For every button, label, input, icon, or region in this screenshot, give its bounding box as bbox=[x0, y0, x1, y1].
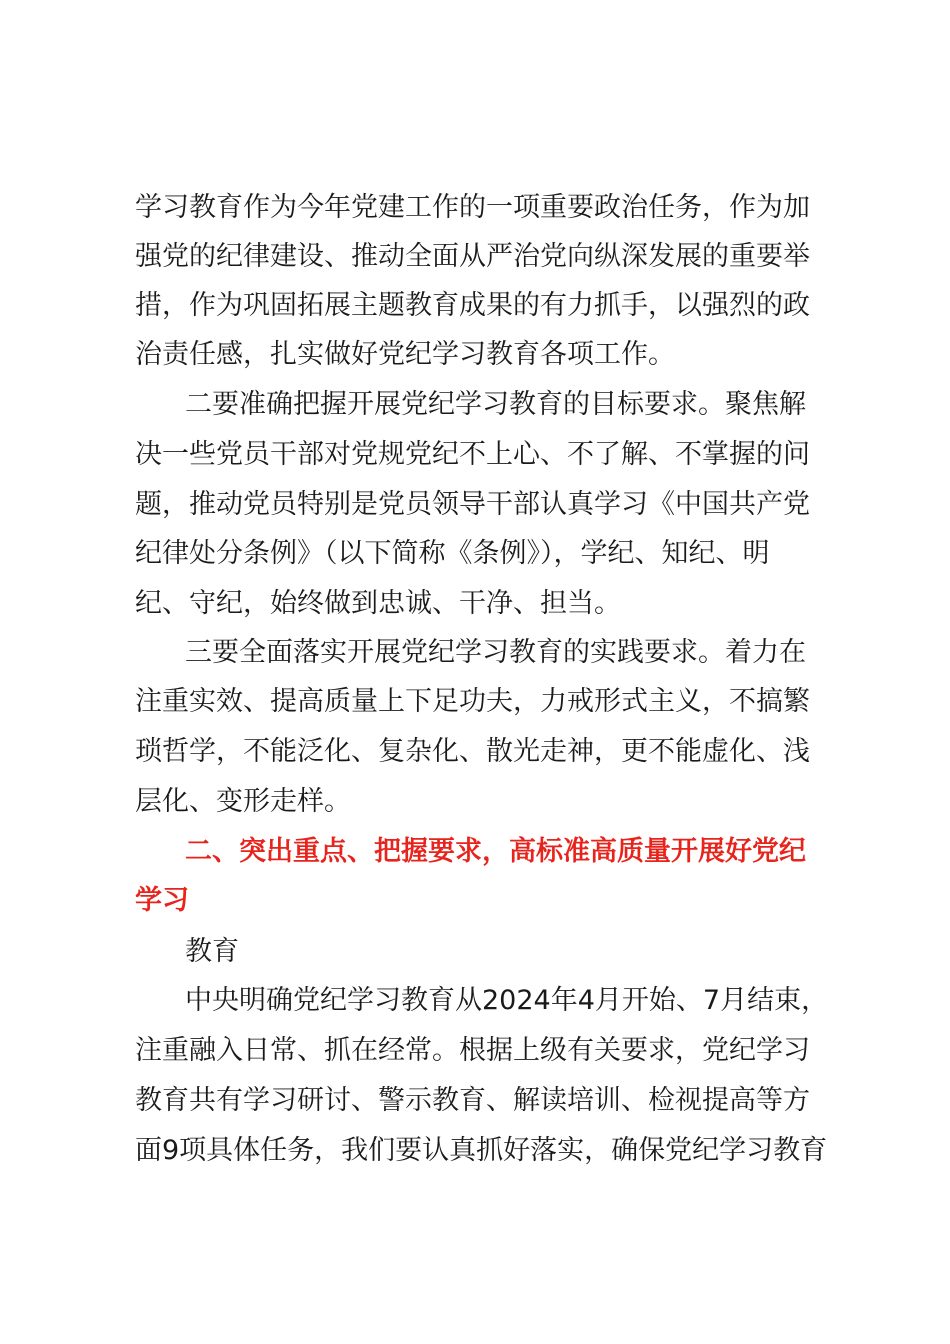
paragraph-line: 决一些党员干部对党规党纪不上心、不了解、不掌握的问 bbox=[135, 439, 810, 470]
section-heading-continued: 学习 bbox=[135, 885, 189, 916]
paragraph-line: 强党的纪律建设、推动全面从严治党向纵深发展的重要举 bbox=[135, 241, 810, 272]
paragraph-line: 纪、守纪，始终做到忠诚、干净、担当。 bbox=[135, 588, 621, 619]
paragraph-line: 教育共有学习研讨、警示教育、解读培训、检视提高等方 bbox=[135, 1085, 810, 1116]
section-heading: 二、突出重点、把握要求，高标准高质量开展好党纪 bbox=[185, 836, 806, 867]
paragraph-line: 教育 bbox=[185, 936, 239, 967]
paragraph-line: 治责任感，扎实做好党纪学习教育各项工作。 bbox=[135, 339, 675, 370]
paragraph-line: 中央明确党纪学习教育从2024年4月开始、7月结束， bbox=[185, 985, 829, 1016]
paragraph-line: 层化、变形走样。 bbox=[135, 786, 351, 817]
paragraph-line: 琐哲学，不能泛化、复杂化、散光走神，更不能虚化、浅 bbox=[135, 736, 810, 767]
paragraph-line: 三要全面落实开展党纪学习教育的实践要求。着力在 bbox=[185, 637, 806, 668]
paragraph-line: 纪律处分条例》（以下简称《条例》），学纪、知纪、明 bbox=[135, 538, 770, 569]
paragraph-line: 面9项具体任务，我们要认真抓好落实，确保党纪学习教育 bbox=[135, 1135, 828, 1166]
paragraph-line: 学习教育作为今年党建工作的一项重要政治任务，作为加 bbox=[135, 192, 810, 223]
paragraph-line: 题，推动党员特别是党员领导干部认真学习《中国共产党 bbox=[135, 489, 810, 520]
paragraph-line: 注重融入日常、抓在经常。根据上级有关要求，党纪学习 bbox=[135, 1035, 810, 1066]
paragraph-line: 二要准确把握开展党纪学习教育的目标要求。聚焦解 bbox=[185, 389, 806, 420]
paragraph-line: 措，作为巩固拓展主题教育成果的有力抓手，以强烈的政 bbox=[135, 290, 810, 321]
paragraph-line: 注重实效、提高质量上下足功夫，力戒形式主义，不搞繁 bbox=[135, 686, 810, 717]
